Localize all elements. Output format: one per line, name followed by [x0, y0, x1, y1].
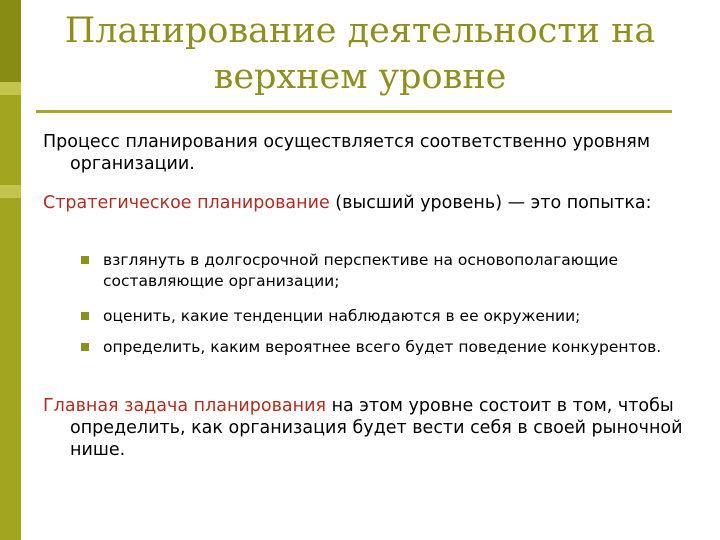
square-bullet-icon: [81, 256, 89, 264]
title-divider: [36, 110, 672, 113]
list-item: [78, 337, 713, 358]
square-bullet-icon: [81, 312, 89, 320]
bullet-text: оценить, какие тенденции наблюдаются в ее окружении;: [103, 307, 581, 325]
square-bullet-icon: [81, 343, 89, 351]
slide-title: Планирование деятельности на верхнем уровне: [64, 11, 656, 97]
strategic-planning-term: Стратегическое планирование: [43, 193, 330, 213]
bullet-text: взглянуть в долгосрочной перспективе на основополагающие составляющие организации;: [103, 251, 619, 290]
left-decor-square: [0, 82, 21, 95]
main-task-paragraph: [43, 395, 715, 461]
main-task-term: Главная задача планирования: [43, 396, 326, 416]
intro-paragraph: Процесс планирования осуществляется соответственно уровням организации.: [43, 132, 651, 174]
strategic-paragraph-text: (высший уровень) — это попытка:: [329, 193, 652, 213]
bullet-text: определить, каким вероятнее всего будет поведение конкурентов.: [103, 338, 662, 356]
left-decor-bar-top: [0, 0, 21, 82]
strategic-paragraph: [43, 192, 715, 214]
list-item: [78, 306, 713, 327]
list-item: [78, 250, 713, 292]
left-decor-square: [0, 185, 21, 198]
main-task-paragraph-text: на этом уровне состоит в том, чтобы определить, как организация будет вести себя в своей рыночной нише.: [70, 396, 683, 460]
